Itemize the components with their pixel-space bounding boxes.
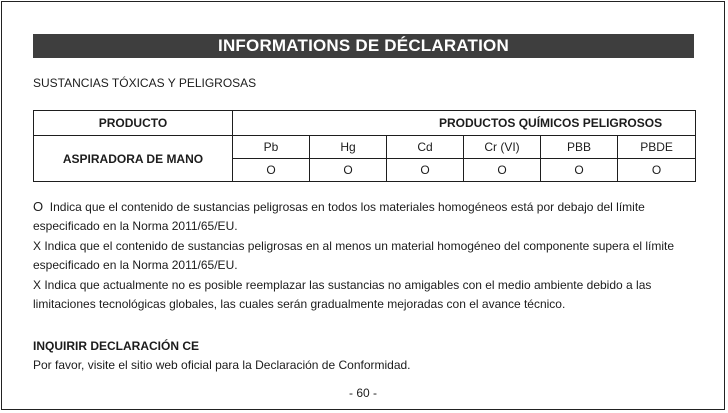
ce-section-title: INQUIRIR DECLARACIÓN CE [33,339,200,353]
section-title: SUSTANCIAS TÓXICAS Y PELIGROSAS [33,76,257,90]
column-header: PBB [541,136,618,159]
page-number: - 60 - [348,386,377,400]
notes-block [33,197,698,314]
banner-title: INFORMATIONS DE DÉCLARATION [33,34,694,58]
product-header: PRODUCTO [34,111,233,136]
chemicals-header: PRODUCTOS QUÍMICOS PELIGROSOS [233,111,696,136]
column-header: Hg [310,136,387,159]
ce-section-text: Por favor, visite el sitio web oficial para la Declaración de Conformidad. [33,358,411,372]
value-cell: O [233,159,310,182]
column-header: Cd [387,136,464,159]
value-cell: O [387,159,464,182]
o-note [33,197,698,237]
x-note-replacement: X Indica que actualmente no es posible reemplazar las sustancias no amigables con el medio ambiente debido a las limitaciones tecnológicas globales, las cuales serán gradualmente mejoradas con el avance técnico. [33,277,652,312]
value-cell: O [618,159,696,182]
column-header: Pb [233,136,310,159]
x-note-exceeds: X Indica que el contenido de sustancias peligrosas en al menos un material homogéneo del componente supera el límite especificado en la Norma 2011/65/EU. [33,238,675,273]
column-header: Cr (VI) [464,136,541,159]
value-cell: O [310,159,387,182]
column-header: PBDE [618,136,696,159]
value-cell: O [464,159,541,182]
hazardous-substances-table [33,110,696,182]
o-note-text: Indica que el contenido de sustancias peligrosas en todos los materiales homogéneos está por debajo del límite especificado en la Norma 2011/65/EU. [33,200,645,234]
o-symbol: O [33,199,44,214]
product-name: ASPIRADORA DE MANO [34,136,233,182]
value-cell: O [541,159,618,182]
